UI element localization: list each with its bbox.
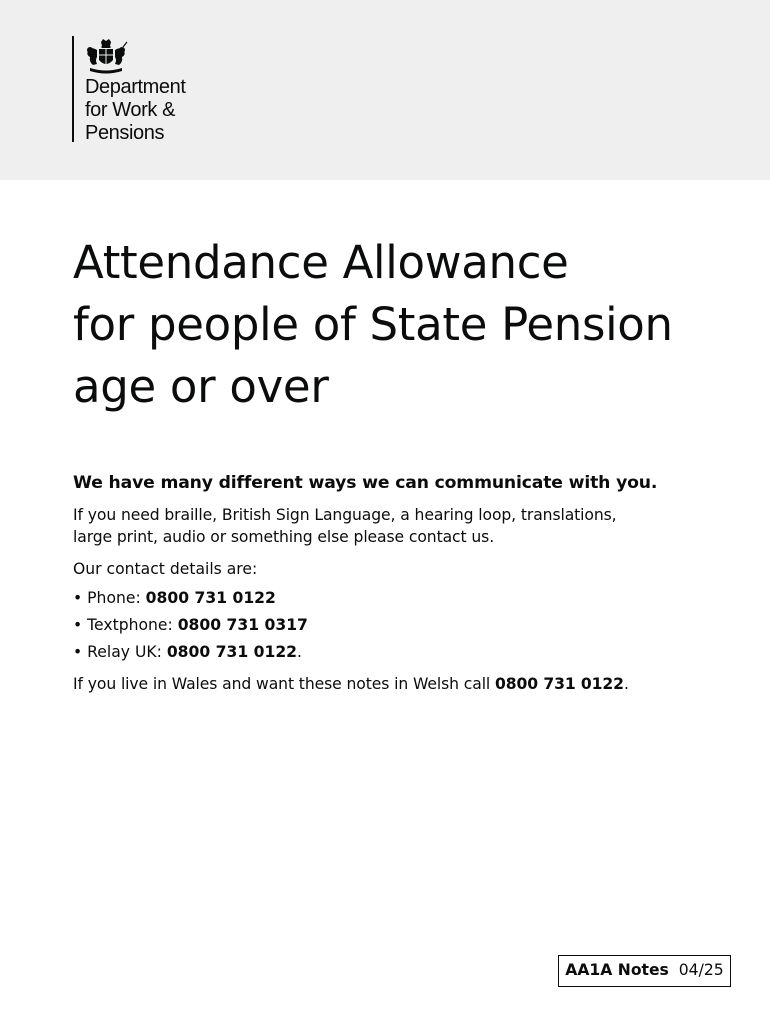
department-name (85, 76, 285, 145)
phone-number: 0800 731 0122 (145, 589, 276, 607)
department-name-line: for Work & (85, 99, 176, 121)
contact-item-relay-uk (73, 639, 308, 666)
welsh-text: If you live in Wales and want these notes in Welsh call (73, 675, 496, 693)
textphone-number: 0800 731 0317 (177, 616, 308, 634)
welsh-number: 0800 731 0122 (495, 675, 624, 693)
dwp-logo (72, 36, 186, 144)
relay-uk-number: 0800 731 0122 (166, 643, 298, 661)
welsh-suffix: . (623, 675, 629, 693)
document-title (73, 232, 753, 418)
department-name-line: Pensions (85, 122, 165, 144)
communication-heading: We have many different ways we can communicate with you. (73, 473, 658, 493)
form-date: 04/25 (678, 961, 724, 979)
form-reference-box (558, 955, 731, 987)
contact-label: • Phone: (73, 589, 146, 607)
header-band (0, 0, 770, 180)
title-line: for people of State Pension (73, 298, 673, 351)
contacts-intro: Our contact details are: (73, 560, 258, 578)
title-line: age or over (73, 360, 329, 413)
department-name-line: Department (85, 76, 186, 98)
welsh-notes-line (73, 672, 629, 696)
communication-body-line: large print, audio or something else please contact us. (73, 528, 495, 546)
royal-coat-of-arms-icon (84, 38, 128, 74)
communication-body (73, 504, 733, 548)
contact-label: • Relay UK: (73, 643, 167, 661)
contact-suffix: . (297, 643, 302, 661)
contact-label: • Textphone: (73, 616, 178, 634)
contact-item-phone (73, 585, 308, 612)
contact-item-textphone (73, 612, 308, 639)
title-line: Attendance Allowance (73, 236, 569, 289)
communication-body-line: If you need braille, British Sign Language, a hearing loop, translations, (73, 506, 617, 524)
contact-list (73, 585, 308, 666)
form-code: AA1A Notes (565, 961, 669, 979)
